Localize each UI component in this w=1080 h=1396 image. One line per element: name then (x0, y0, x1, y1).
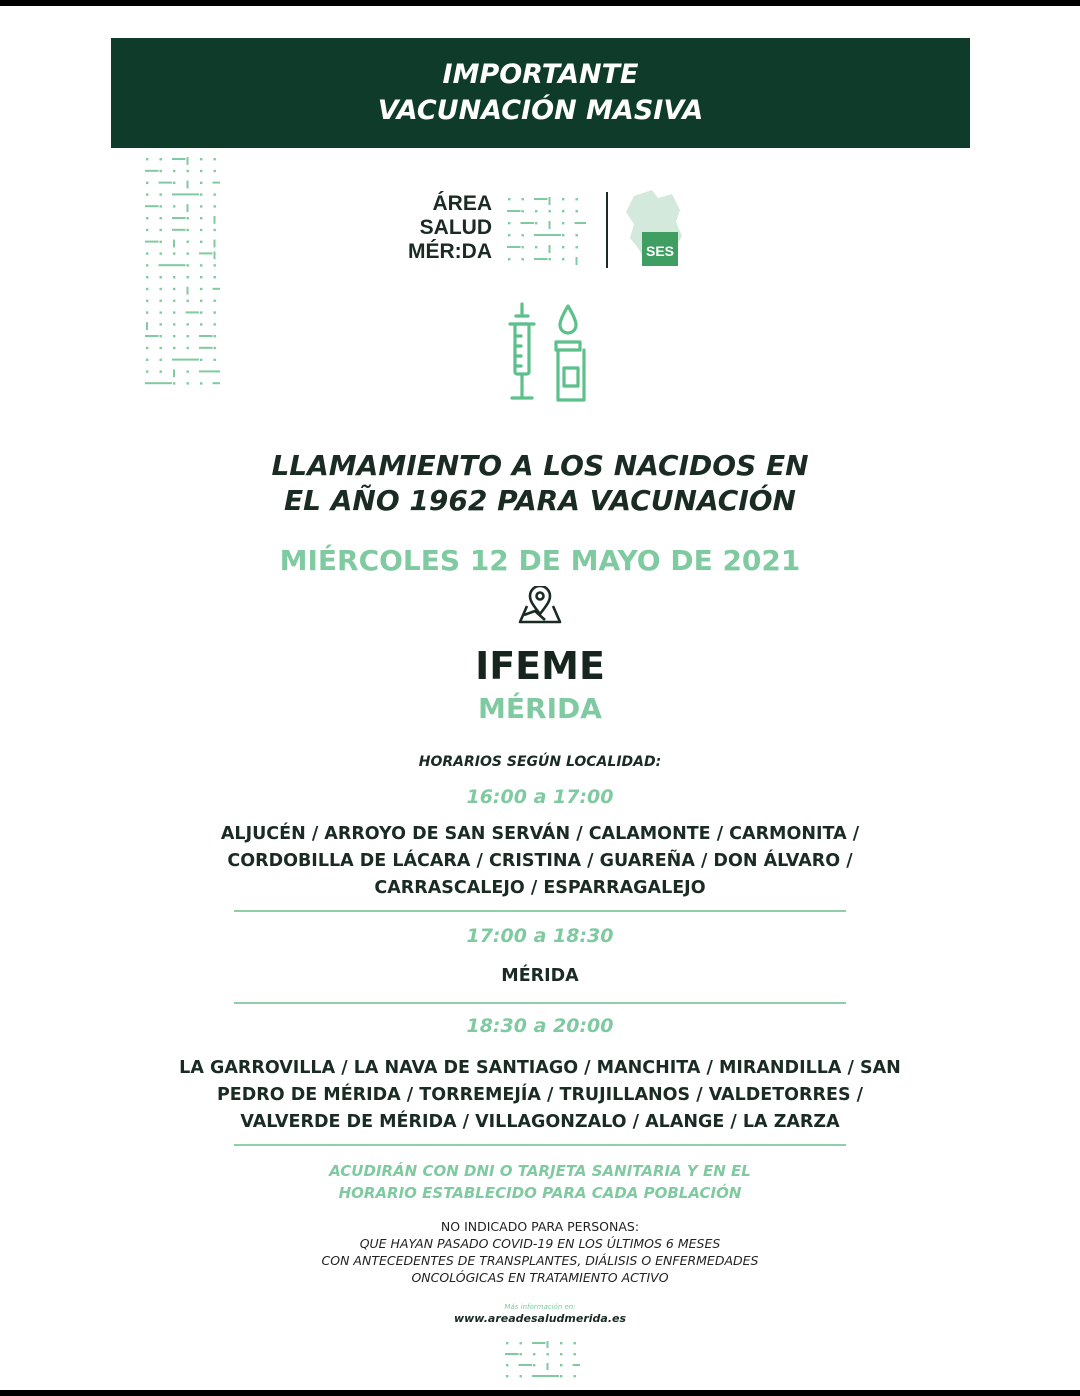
decor-dot (574, 1375, 576, 1377)
decor-dot (576, 246, 578, 248)
decor-dot (160, 241, 162, 243)
map-pin-icon (517, 586, 563, 626)
decor-dot (145, 241, 159, 243)
ses-badge: SES (645, 243, 675, 259)
decor-dot (576, 198, 578, 200)
decor-dot (562, 234, 564, 236)
decor-dot (146, 182, 148, 184)
decor-dot (186, 193, 200, 195)
decor-dot (549, 197, 551, 205)
decor-dot (199, 252, 213, 254)
decor-dot (549, 245, 551, 253)
decor-dot (160, 158, 162, 160)
decor-dot (562, 210, 564, 212)
decor-dot (187, 300, 189, 302)
time-slot-3: 18:30 a 20:00 (466, 1015, 614, 1037)
decor-dot (160, 335, 162, 337)
decor-dot (520, 1342, 522, 1344)
decor-dot (200, 382, 202, 384)
decor-dot (200, 193, 202, 195)
decor-dot (562, 246, 564, 248)
decor-dot (146, 311, 148, 313)
decor-dot (146, 252, 148, 254)
decor-dot (145, 205, 159, 207)
decor-dot (160, 347, 162, 349)
schedule-title: HORARIOS SEGÚN LOCALIDAD: (418, 754, 662, 770)
decor-dot (562, 222, 564, 224)
decor-dot (173, 369, 175, 377)
decor-dot (173, 288, 175, 290)
decor-dot (173, 347, 175, 349)
decor-dot (173, 311, 175, 313)
decor-dot (522, 246, 524, 248)
decor-dot (187, 382, 189, 384)
decor-dot (160, 229, 162, 231)
decor-dot (213, 182, 221, 184)
decor-dot (187, 370, 189, 372)
decor-dot (214, 170, 216, 172)
decor-dot (146, 158, 148, 160)
decor-dot (574, 1342, 576, 1344)
banner-line-1: IMPORTANTE (442, 59, 639, 90)
website-link[interactable]: www.areadesaludmerida.es (453, 1312, 627, 1325)
decor-dot (507, 210, 521, 212)
decor-dot (187, 252, 189, 254)
decor-dot (187, 323, 189, 325)
decor-dot (535, 222, 537, 224)
decor-dot (506, 1364, 508, 1366)
decor-dot (187, 347, 189, 349)
decor-dot (213, 370, 221, 372)
decor-dot (187, 181, 189, 189)
area-salud-logo (396, 192, 696, 272)
decor-dot (172, 158, 186, 160)
decor-dot (549, 258, 551, 260)
decor-dot (200, 229, 202, 231)
decor-dot (173, 323, 175, 325)
decor-dot (576, 210, 578, 212)
decor-dot (562, 258, 564, 260)
decor-dot (173, 170, 175, 172)
decor-dot (508, 234, 510, 236)
decor-dot (200, 241, 202, 243)
decor-dot (532, 1342, 546, 1344)
decor-dot (187, 241, 189, 243)
decor-dot (200, 359, 202, 361)
decor-dot (546, 1375, 560, 1377)
decor-dot (173, 300, 175, 302)
decor-dot (547, 1363, 549, 1370)
decor-dot (187, 264, 189, 266)
decor-dot (505, 1353, 519, 1355)
decor-dot (214, 158, 216, 160)
decor-dot (187, 204, 189, 212)
decor-dot (173, 382, 175, 384)
decor-dot (146, 288, 148, 290)
decor-dot (172, 264, 186, 266)
decor-dot (145, 382, 159, 384)
decor-dot (214, 264, 216, 266)
decor-dot (173, 205, 175, 207)
decor-dot (146, 322, 148, 330)
decor-dot (172, 229, 186, 231)
decor-dot (522, 234, 524, 236)
decor-dot (535, 210, 537, 212)
divider-2 (234, 1002, 846, 1004)
decor-dot (200, 311, 202, 313)
decor-dot (573, 1364, 581, 1366)
time-slot-2: 17:00 a 18:30 (466, 925, 614, 947)
towns-slot-2: MÉRIDA (501, 966, 579, 986)
decor-dot (199, 370, 213, 372)
decor-dot (187, 157, 189, 165)
decor-dot (521, 222, 535, 224)
decor-dot (160, 359, 162, 361)
decor-dot (200, 158, 202, 160)
decor-dot (507, 246, 521, 248)
decor-dot (159, 182, 173, 184)
logo-text: ÁREA SALUD MÉR:DA (408, 192, 492, 263)
decor-dot (172, 193, 186, 195)
decor-dot (173, 252, 175, 254)
decor-dot (159, 382, 173, 384)
decor-dot (160, 370, 162, 372)
decor-dot (200, 182, 202, 184)
decor-dot (172, 359, 186, 361)
banner-line-2: VACUNACIÓN MASIVA (377, 95, 704, 126)
decor-dot (160, 217, 162, 219)
decor-dot (200, 264, 202, 266)
decor-dot (560, 1364, 562, 1366)
towns-slot-3: LA GARROVILLA / LA NAVA DE SANTIAGO / MANCHITA / MIRANDILLA / SAN PEDRO DE MÉRIDA / TORREMEJÍA / TRUJILLANOS / VALDETORRES / VALVERDE DE MÉRIDA / VILLAGONZALO / ALANGE / LA ZARZA (179, 1058, 901, 1132)
more-info-label: Más información en: (504, 1303, 576, 1311)
decor-dot (534, 198, 548, 200)
decor-dot (160, 252, 162, 254)
decor-dot (214, 359, 216, 361)
decor-dot (533, 1364, 535, 1366)
decor-dot (200, 288, 202, 290)
decor-dot (146, 217, 148, 219)
decor-dot (172, 217, 186, 219)
decor-dot (522, 210, 524, 212)
decor-dot (200, 323, 202, 325)
decor-dot (160, 311, 162, 313)
decor-dot (146, 229, 148, 231)
decor-dot (522, 258, 524, 260)
decor-dot (160, 323, 162, 325)
decor-dot (160, 276, 162, 278)
decor-dot (214, 193, 216, 195)
decor-dot (534, 234, 548, 236)
decor-dot (146, 300, 148, 302)
decor-dot (506, 1375, 508, 1377)
divider-3 (234, 1144, 846, 1146)
decor-dot (534, 258, 548, 260)
decor-dot (214, 276, 216, 278)
decor-dot (199, 335, 213, 337)
venue-city: MÉRIDA (478, 692, 602, 725)
decor-dot (159, 264, 173, 266)
decor-dot (520, 1353, 522, 1355)
decor-dot (533, 1353, 535, 1355)
decor-dot (173, 276, 175, 278)
decor-dot (560, 1375, 562, 1377)
requirements-notice: ACUDIRÁN CON DNI O TARJETA SANITARIA Y EN EL HORARIO ESTABLECIDO PARA CADA POBLACIÓN (329, 1162, 751, 1202)
event-date: MIÉRCOLES 12 DE MAYO DE 2021 (279, 544, 801, 577)
decor-dot (508, 198, 510, 200)
decor-dot (199, 347, 213, 349)
decor-dot (214, 311, 216, 313)
syringe-vial-icon (500, 302, 590, 404)
decor-dot (560, 1342, 562, 1344)
exclusion-notes: NO INDICADO PARA PERSONAS: QUE HAYAN PASADO COVID-19 EN LOS ÚLTIMOS 6 MESES CON ANTECEDENTES DE TRANSPLANTES, DIÁLISIS O ENFERMEDADES ONCOLÓGICAS EN TRATAMIENTO ACTIVO (321, 1219, 759, 1285)
decor-dot (575, 222, 587, 224)
decor-dot (146, 264, 148, 266)
decor-dot (519, 1364, 533, 1366)
decor-dot (145, 170, 159, 172)
decor-dot (186, 359, 200, 361)
decor-dot (146, 276, 148, 278)
dotted-pattern-left (144, 156, 220, 392)
decor-dot (160, 193, 162, 195)
decor-dot (200, 300, 202, 302)
header-banner (111, 38, 970, 148)
time-slot-1: 16:00 a 17:00 (466, 786, 614, 808)
decor-dot (173, 182, 175, 184)
decor-dot (160, 205, 162, 207)
decor-dot (535, 246, 537, 248)
decor-dot (187, 170, 189, 172)
decor-dot (173, 335, 175, 337)
decor-dot (562, 198, 564, 200)
decor-dot (187, 229, 189, 231)
decor-dot (145, 335, 159, 337)
decor-dot (214, 205, 216, 207)
decor-dot (160, 288, 162, 290)
decor-dot (547, 1341, 549, 1348)
decor-dot (146, 359, 148, 361)
decor-dot (187, 287, 189, 295)
decor-dot (200, 170, 202, 172)
logo-dots (506, 196, 586, 268)
decor-dot (548, 234, 562, 236)
decor-dot (200, 276, 202, 278)
decor-dot (214, 229, 216, 231)
decor-dot (508, 222, 510, 224)
ses-map-icon (624, 188, 688, 272)
decor-dot (508, 258, 510, 260)
divider-1 (234, 910, 846, 912)
decor-dot (214, 240, 216, 248)
decor-dot (576, 234, 578, 236)
poster (0, 6, 1080, 1390)
decor-dot (576, 257, 578, 265)
decor-dot (506, 1342, 508, 1344)
decor-dot (214, 216, 216, 224)
decor-dot (173, 240, 175, 248)
decor-dot (146, 347, 148, 349)
decor-dot (214, 347, 216, 349)
decor-dot (520, 1375, 522, 1377)
decor-dot (187, 276, 189, 278)
dotted-pattern-bottom (504, 1340, 580, 1384)
headline: LLAMAMIENTO A LOS NACIDOS EN EL AÑO 1962 PARA VACUNACIÓN (271, 449, 809, 517)
decor-dot (547, 1353, 549, 1355)
decor-dot (560, 1353, 562, 1355)
decor-dot (160, 300, 162, 302)
decor-dot (522, 198, 524, 200)
decor-dot (549, 210, 551, 212)
decor-dot (200, 217, 202, 219)
decor-dot (146, 193, 148, 195)
decor-dot (532, 1375, 546, 1377)
decor-dot (214, 335, 216, 337)
decor-dot (214, 251, 216, 259)
decor-dot (186, 311, 200, 313)
decor-dot (549, 221, 551, 229)
venue-name: IFEME (475, 644, 605, 688)
decor-dot (213, 288, 221, 290)
decor-dot (574, 1353, 576, 1355)
decor-dot (200, 205, 202, 207)
decor-dot (213, 382, 221, 384)
decor-dot (187, 217, 189, 219)
decor-dot (187, 335, 189, 337)
decor-dot (160, 170, 162, 172)
decor-dot (146, 370, 148, 372)
towns-slot-1: ALJUCÉN / ARROYO DE SAN SERVÁN / CALAMONTE / CARMONITA / CORDOBILLA DE LÁCARA / CRISTINA / GUAREÑA / DON ÁLVARO / CARRASCALEJO / ESPARRAGALEJO (220, 824, 860, 898)
logo-divider (606, 192, 608, 268)
decor-dot (214, 300, 216, 302)
decor-dot (214, 323, 216, 325)
